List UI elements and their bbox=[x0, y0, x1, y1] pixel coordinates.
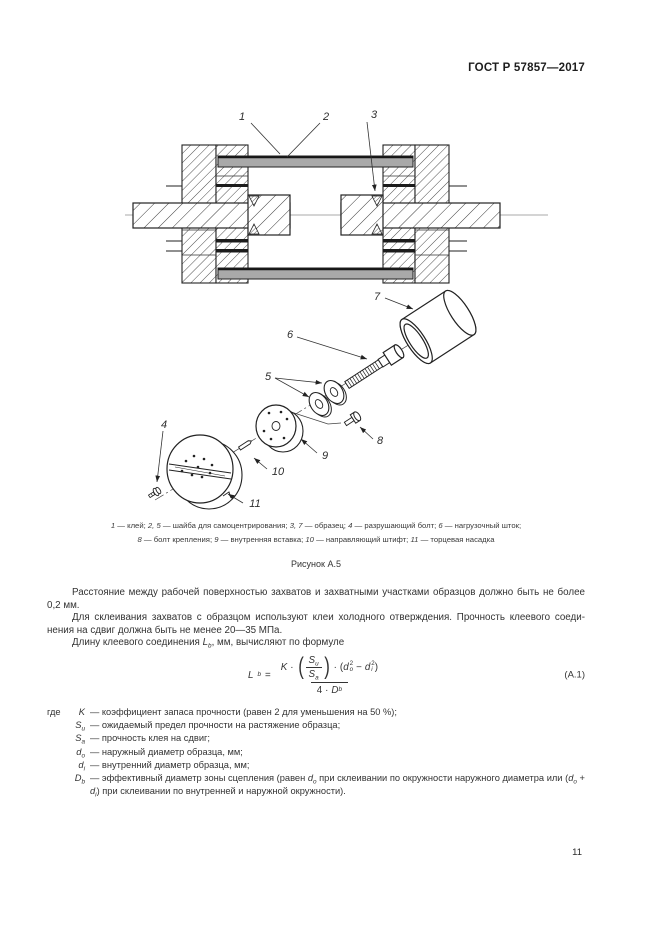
legend-var bbox=[71, 719, 85, 732]
variable-lb-sub: b bbox=[208, 642, 212, 650]
legend-text-part: при склеивании по окружности наружного диаметра или bbox=[316, 773, 566, 784]
var-sa-sub: a bbox=[315, 674, 319, 681]
fastening-bolt bbox=[343, 411, 362, 428]
var-do-sub: о bbox=[349, 666, 354, 673]
caption-item-text: — образец; bbox=[302, 521, 349, 530]
legend-text: — внутренний диаметр образца, мм; bbox=[90, 759, 250, 770]
legend-text-rich bbox=[90, 772, 585, 798]
part-label-10: 10 bbox=[271, 466, 285, 478]
equals-sign: = bbox=[265, 669, 271, 681]
guide-pin bbox=[239, 439, 253, 450]
main-fraction: K · ( $S_u$ $S_a$ ) · ( d 2 о − d 2 i ) 4 · D b bbox=[280, 653, 378, 696]
legend-var-sub: a bbox=[81, 738, 85, 746]
coefficient-k: K bbox=[280, 661, 288, 673]
part-label-9: 9 bbox=[321, 450, 329, 462]
open-paren-small: ( bbox=[339, 661, 344, 673]
formula-intro-text: Длину клеевого соединения bbox=[72, 637, 203, 649]
figure-exploded-view-drawing bbox=[125, 282, 545, 527]
var-su: S bbox=[308, 654, 316, 666]
caption-item-number: 2, 5 bbox=[147, 521, 161, 530]
formula-a1 bbox=[47, 646, 585, 704]
variable-lb: L bbox=[202, 637, 209, 649]
part-label-5: 5 bbox=[264, 371, 272, 383]
var-di-sup: 2 bbox=[371, 660, 375, 668]
legend-var-base: S bbox=[75, 733, 82, 744]
formula-intro-tail: , мм, вычисляют по формуле bbox=[211, 637, 345, 649]
legend-var-base: K bbox=[78, 707, 85, 717]
part-label-6: 6 bbox=[286, 329, 294, 341]
legend-text: — коэффициент запаса прочности (равен 2 для уменьшения на 50 %); bbox=[90, 707, 397, 717]
body-text bbox=[47, 587, 585, 650]
legend-row-db bbox=[47, 772, 585, 798]
legend-var-base: d bbox=[78, 759, 84, 770]
strength-ratio-fraction bbox=[306, 655, 322, 680]
denominator-coefficient: 4 bbox=[316, 684, 323, 696]
part-label-7: 7 bbox=[373, 291, 381, 303]
var-sa: S bbox=[308, 668, 316, 680]
figure-caption-line1 bbox=[40, 519, 592, 533]
legend-text: — ожидаемый предел прочности на растяжение образца; bbox=[90, 720, 341, 731]
legend-row-di bbox=[47, 759, 585, 772]
caption-item-number: 10 bbox=[305, 535, 314, 544]
legend-var bbox=[71, 759, 85, 772]
figure-number-label: Рисунок А.5 bbox=[291, 559, 341, 569]
caption-item-number: 1 bbox=[110, 521, 116, 530]
legend-text: — прочность клея на сдвиг; bbox=[90, 733, 210, 744]
legend-var bbox=[71, 746, 85, 759]
loading-rod bbox=[343, 343, 406, 391]
figure-cross-section-drawing bbox=[120, 96, 570, 291]
legend-text-part: + bbox=[576, 773, 585, 784]
caption-item-number: 11 bbox=[410, 535, 419, 544]
figure-caption-line2 bbox=[40, 533, 592, 547]
caption-item-text: — направляющий штифт; bbox=[313, 535, 411, 544]
legend-row-do bbox=[47, 746, 585, 759]
legend-text-part: ) при склеивании по внутренней и наружной окружности). bbox=[96, 786, 346, 797]
var-do: d bbox=[343, 661, 349, 673]
inline-var-do: d bbox=[307, 773, 313, 784]
legend-var-sub: i bbox=[83, 765, 85, 773]
legend-lead: где bbox=[47, 707, 61, 717]
caption-item-number: 6 bbox=[438, 521, 443, 530]
caption-item-text: — болт крепления; bbox=[141, 535, 215, 544]
inline-var-do2: d bbox=[568, 773, 574, 784]
var-db: D bbox=[331, 684, 339, 696]
legend-var bbox=[71, 732, 85, 745]
caption-item-number: 3, 7 bbox=[289, 521, 303, 530]
part-label-1: 1 bbox=[238, 111, 246, 123]
legend-row-su bbox=[47, 719, 585, 732]
inner-insert-disc bbox=[256, 405, 303, 452]
caption-item-text: — внутренняя вставка; bbox=[218, 535, 306, 544]
part-label-4: 4 bbox=[160, 419, 168, 431]
minus-sign: − bbox=[356, 661, 362, 673]
caption-item-text: — разрушающий болт; bbox=[352, 521, 439, 530]
formula-body: L b = K · ( $S_u$ $S_a$ ) · ( d 2 о − d 2 i ) 4 · D b bbox=[47, 646, 585, 704]
figure-caption bbox=[40, 519, 592, 547]
legend-var-base: d bbox=[76, 746, 82, 757]
caption-item-text: — клей; bbox=[115, 521, 148, 530]
formula-label: (А.1) bbox=[564, 669, 585, 681]
legend-text-part: ( bbox=[565, 773, 569, 784]
rupture-bolt bbox=[147, 486, 162, 500]
legend-row-sa bbox=[47, 732, 585, 745]
legend-var-base: D bbox=[74, 773, 82, 784]
inline-var-di-sub: i bbox=[95, 791, 97, 799]
multiply-dot: · bbox=[325, 684, 329, 696]
legend-var bbox=[71, 706, 85, 719]
multiply-dot: · bbox=[290, 661, 294, 673]
legend-var bbox=[71, 772, 85, 785]
paragraph-adhesive-requirement: Для склеивания захватов с образцом используют клеи холодного отверждения. Прочность клеевого соединения на сдвиг должна быть не менее 20—35 МПа. bbox=[47, 612, 585, 636]
inline-var-do2-sub: о bbox=[573, 778, 577, 786]
part-label-2: 2 bbox=[322, 111, 330, 123]
legend-text: — наружный диаметр образца, мм; bbox=[90, 746, 243, 757]
part-label-3: 3 bbox=[370, 109, 378, 121]
part-label-8: 8 bbox=[376, 435, 384, 447]
var-di-sub: i bbox=[371, 666, 373, 673]
caption-item-text: — торцевая насадка bbox=[418, 535, 495, 544]
paragraph-gap-requirement: Расстояние между рабочей поверхностью захватов и захватными участками образцов должно быть не более 0,2 мм. bbox=[47, 587, 585, 611]
formula-legend bbox=[47, 706, 585, 798]
close-paren: ) bbox=[323, 653, 330, 680]
var-su-sub: u bbox=[315, 660, 319, 667]
caption-item-number: 4 bbox=[348, 521, 353, 530]
legend-var-sub: u bbox=[81, 725, 85, 733]
page-number: 11 bbox=[572, 847, 582, 858]
formula-lhs: L bbox=[247, 669, 254, 681]
caption-item-text: — шайба для самоцентрирования; bbox=[160, 521, 290, 530]
var-do-sup: 2 bbox=[349, 660, 354, 668]
caption-item-number: 8 bbox=[137, 535, 142, 544]
part-label-11: 11 bbox=[249, 498, 261, 510]
caption-item-number: 9 bbox=[214, 535, 219, 544]
var-do-scripts bbox=[350, 661, 353, 673]
legend-var-base: S bbox=[75, 720, 82, 731]
legend-row-k bbox=[47, 706, 585, 719]
inline-var-do-sub: о bbox=[312, 778, 317, 786]
centering-washers bbox=[305, 377, 350, 421]
multiply-dot: · bbox=[333, 661, 337, 673]
inline-var-di: d bbox=[90, 786, 96, 797]
legend-var-sub: о bbox=[81, 752, 85, 760]
legend-var-sub: b bbox=[81, 778, 85, 786]
var-di: d bbox=[364, 661, 371, 673]
caption-item-text: — нагрузочный шток; bbox=[442, 521, 522, 530]
legend-text-part: — эффективный диаметр зоны сцепления (равен bbox=[90, 773, 308, 784]
doc-number: ГОСТ Р 57857—2017 bbox=[468, 62, 585, 74]
end-cylinder bbox=[394, 286, 481, 368]
end-cap-disc bbox=[167, 435, 242, 509]
open-paren: ( bbox=[297, 653, 304, 680]
close-paren-small: ) bbox=[374, 661, 378, 673]
